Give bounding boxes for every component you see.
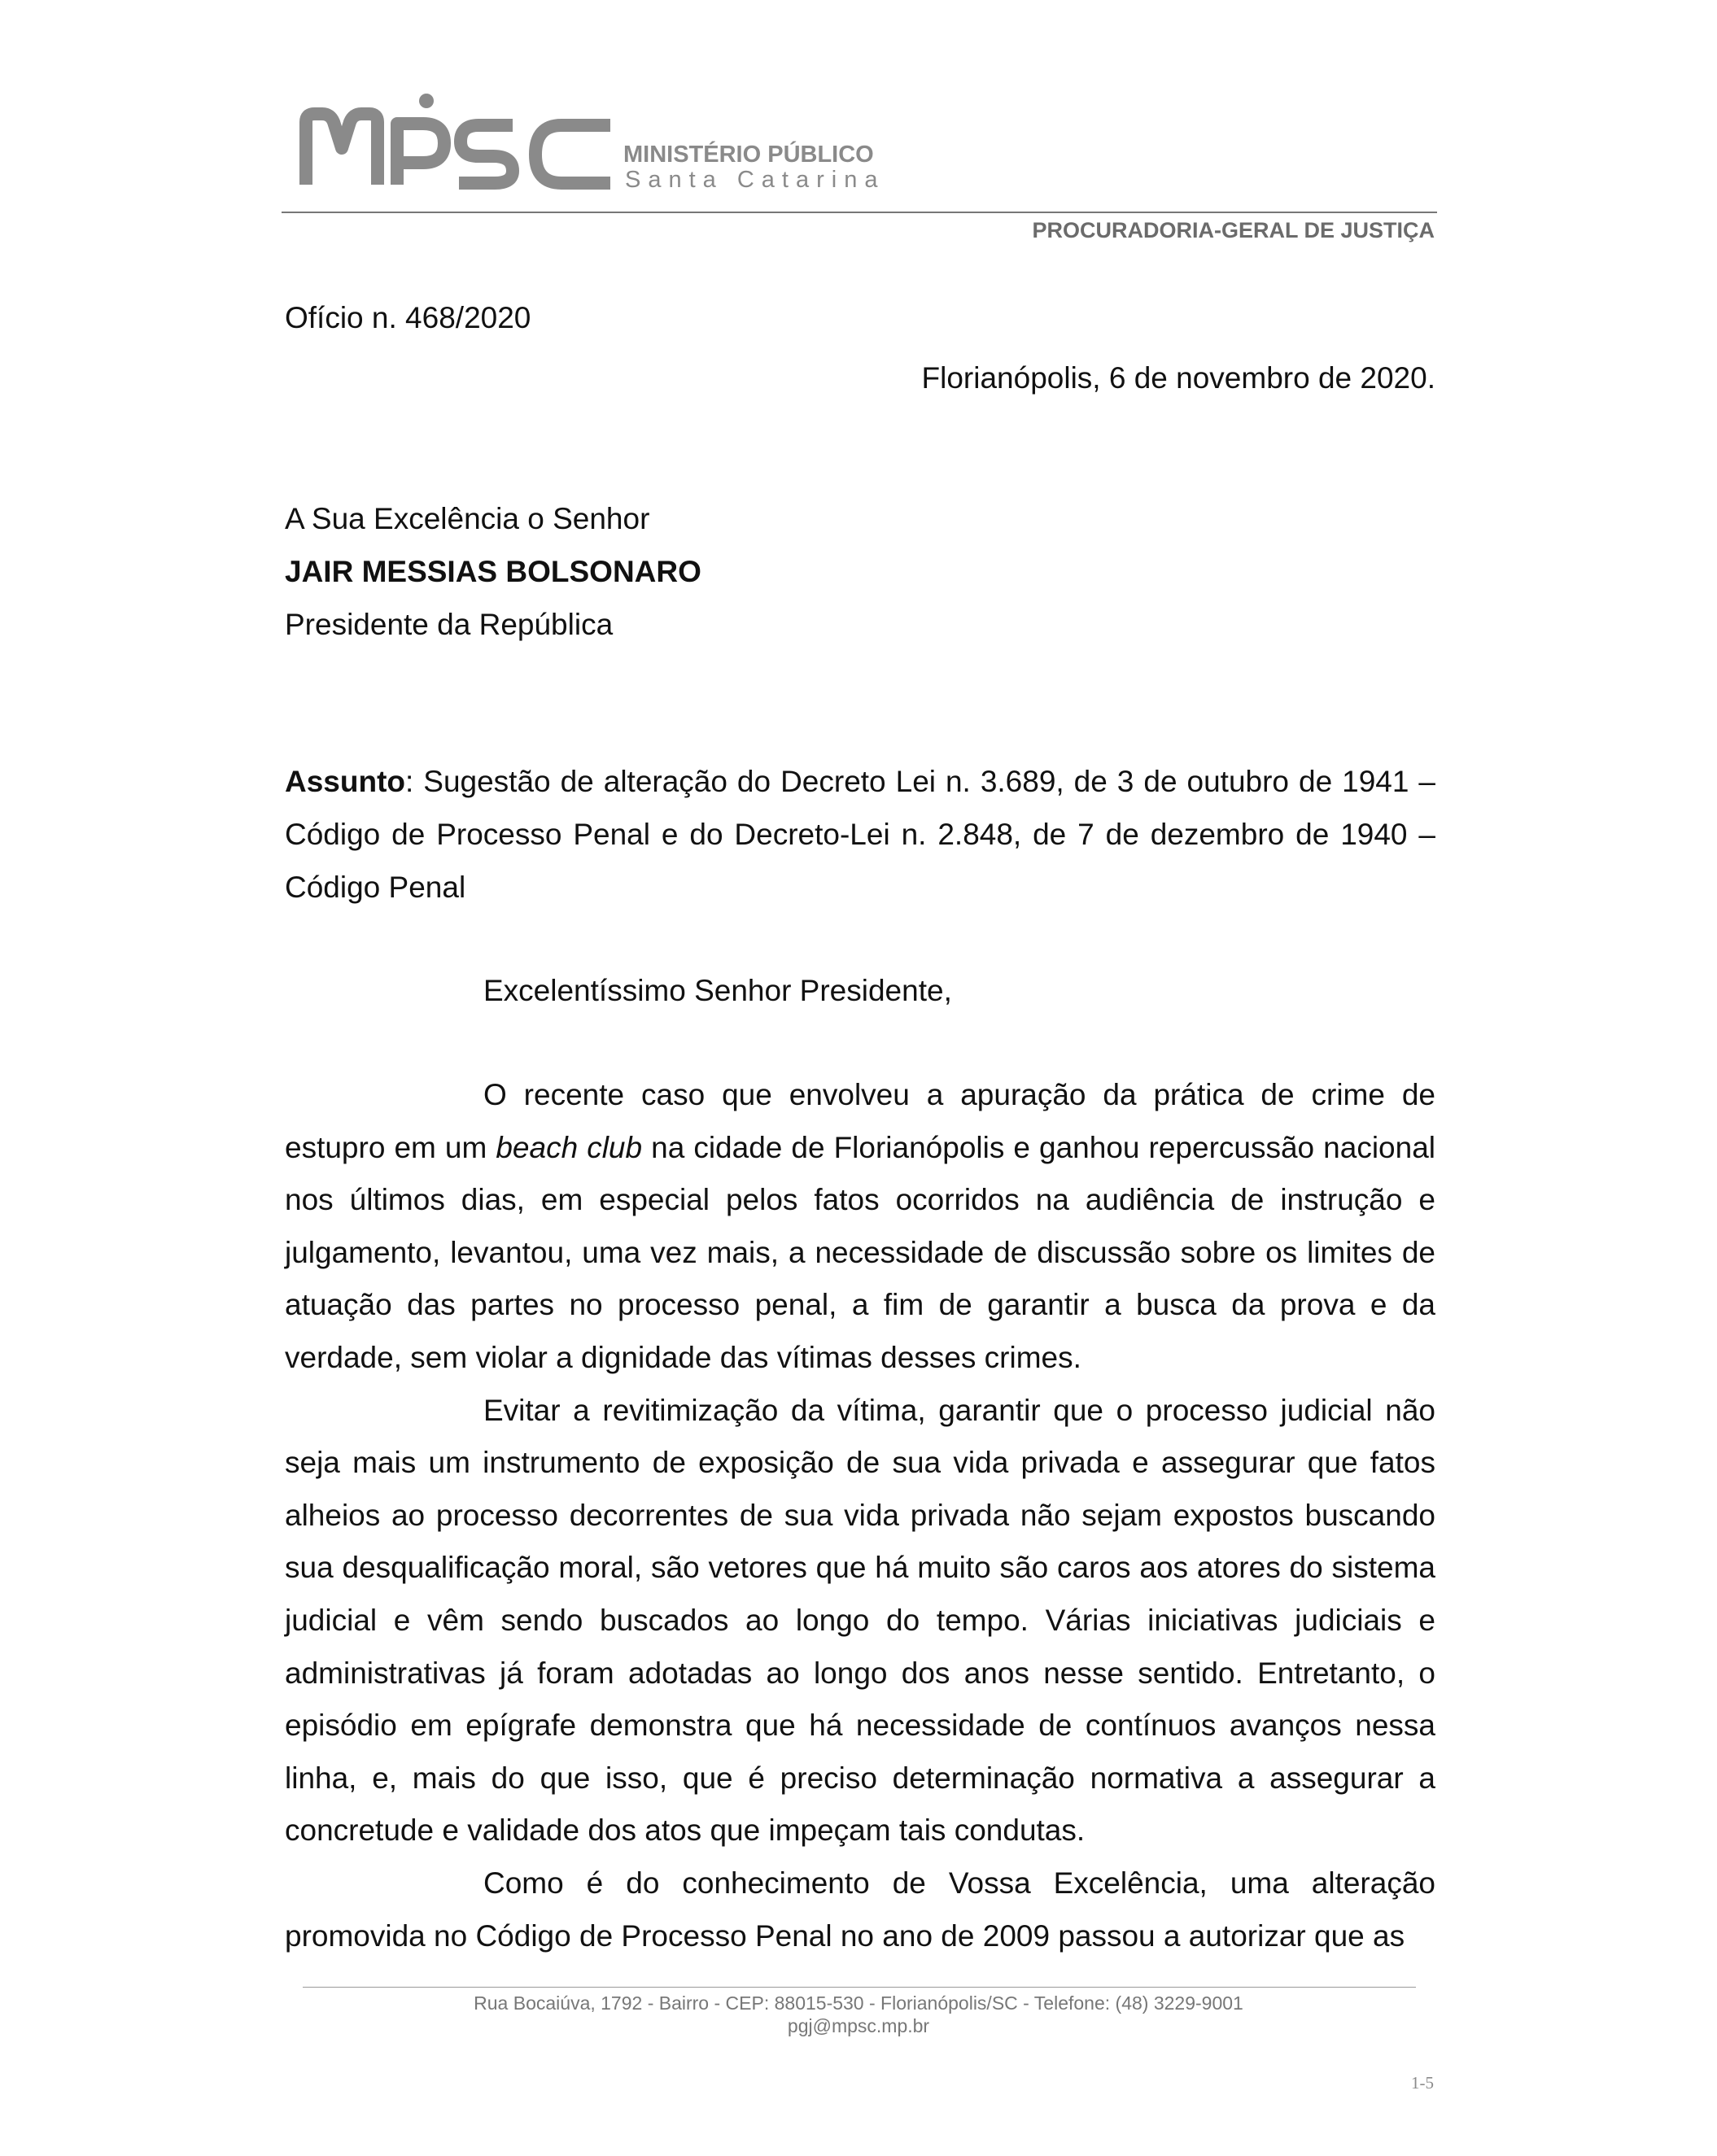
place-date: Florianópolis, 6 de novembro de 2020. (921, 361, 1435, 395)
footer-divider (303, 1987, 1416, 1988)
logo-org-text: MINISTÉRIO PÚBLICO (623, 142, 874, 168)
greeting: Excelentíssimo Senhor Presidente, (483, 974, 952, 1007)
paragraph-1-text-a: O recente caso que envolveu a apuração da prática de crime de estupro em um (285, 1078, 1435, 1164)
addressee-salutation: A Sua Excelência o Senhor (285, 502, 650, 535)
addressee-title: Presidente da República (285, 608, 614, 641)
subject-block (285, 755, 1435, 914)
subject-label: Assunto (285, 765, 405, 798)
footer-address: Rua Bocaiúva, 1792 - Bairro - CEP: 88015-530 - Florianópolis/SC - Telefone: (48) 3229-9001 (474, 1992, 1243, 2014)
subject-text: : Sugestão de alteração do Decreto Lei n. 3.689, de 3 de outubro de 1941 – Código de Processo Penal e do Decreto-Lei n. 2.848, de 7 de dezembro de 1940 – Código Penal (285, 765, 1435, 904)
office-number: Ofício n. 468/2020 (285, 301, 531, 334)
addressee-name: JAIR MESSIAS BOLSONARO (285, 555, 701, 588)
paragraph-1-emphasis: beach club (496, 1130, 643, 1164)
department-name: PROCURADORIA-GERAL DE JUSTIÇA (1032, 218, 1435, 242)
letter-body (285, 1069, 1435, 1962)
footer-email: pgj@mpsc.mp.br (787, 2015, 930, 2036)
mpsc-logo (299, 91, 885, 197)
page-number: 1-5 (1411, 2073, 1434, 2093)
paragraph-1-text-b: na cidade de Florianópolis e ganhou repercussão nacional nos últimos dias, em especial pelos fatos ocorridos na audiência de instrução e julgamento, levantou, uma vez mais, a necessidade de discussão sobre os limites de atuação das partes no processo penal, a fim de garantir a busca da prova e da verdade, sem violar a dignidade das vítimas desses crimes. (285, 1130, 1435, 1374)
paragraph-1 (285, 1069, 1435, 1385)
addressee-block (285, 492, 701, 651)
logo-state-text: Santa Catarina (625, 167, 885, 193)
paragraph-3: Como é do conhecimento de Vossa Excelência, uma alteração promovida no Código de Processo Penal no ano de 2009 passou a autorizar que as (285, 1866, 1435, 1953)
header-divider (282, 212, 1437, 213)
paragraph-2: Evitar a revitimização da vítima, garantir que o processo judicial não seja mais um instrumento de exposição de sua vida privada e assegurar que fatos alheios ao processo decorrentes de sua vida privada não sejam expostos buscando sua desqualificação moral, são vetores que há muito são caros aos atores do sistema judicial e vêm sendo buscados ao longo do tempo. Várias iniciativas judiciais e administrativas já foram adotadas ao longo dos anos nesse sentido. Entretanto, o episódio em epígrafe demonstra que há necessidade de contínuos avanços nessa linha, e, mais do que isso, que é preciso determinação normativa a assegurar a concretude e validade dos atos que impeçam tais condutas. (285, 1393, 1435, 1848)
